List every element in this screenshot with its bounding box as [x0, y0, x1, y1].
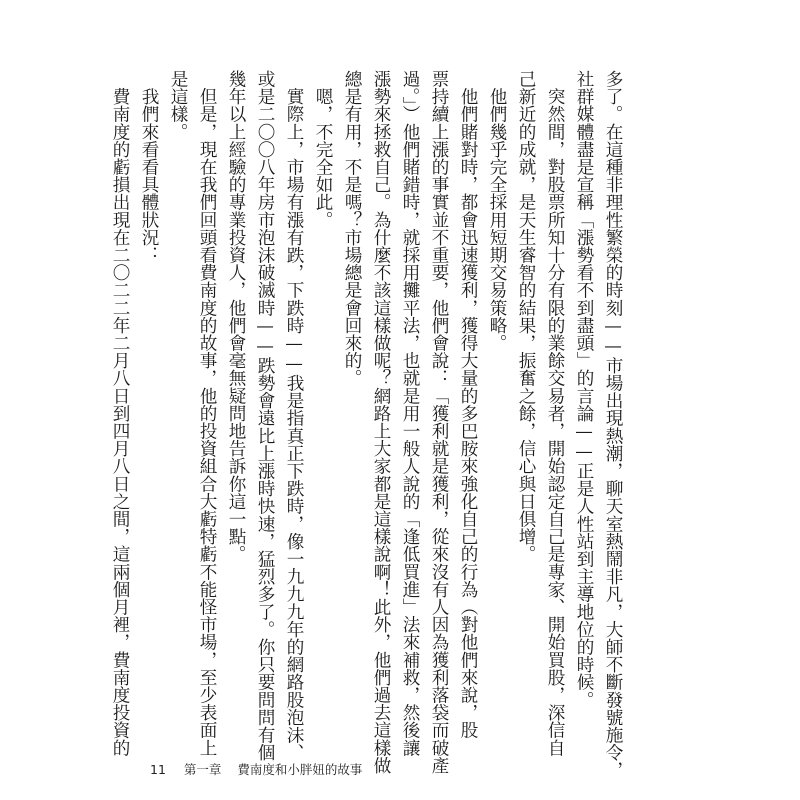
text-column-9: 漲勢來拯救自己。為什麼不該這樣做呢？網路上大家都是這樣說啊！此外，他們過去這樣做 [371, 70, 391, 774]
text-column-17: 我們來看看具體狀況： [139, 70, 159, 264]
page-footer [150, 760, 362, 778]
text-column-7: 票持續上漲的事實並不重要，他們會說：「獲利就是獲利，從來沒有人因為獲利落袋而破產 [429, 70, 449, 774]
text-column-4: 己新近的成就，是天生睿智的結果，振奮之餘，信心與日俱增。 [516, 70, 536, 563]
text-column-8: 過。」）他們賭錯時，就採用攤平法，也就是用一般人說的「逢低買進」法來補救，然後讓 [400, 70, 420, 757]
text-column-16: 是這樣。 [168, 70, 188, 141]
text-column-6: 他們賭對時，都會迅速獲利，獲得大量的多巴胺來強化自己的行為（對他們來說，股 [458, 70, 478, 739]
chapter-label: 第一章 [183, 762, 222, 777]
text-column-10: 總是有用，不是嗎？市場總是會回來的。 [342, 70, 362, 387]
text-column-5: 他們幾乎完全採用短期交易策略。 [487, 70, 507, 352]
text-column-13: 或是二〇〇八年房市泡沫破滅時——跌勢會遠比上漲時快速，猛烈多了。你只要問問有個 [255, 70, 275, 762]
text-column-15: 但是，現在我們回頭看費南度的故事，他的投資組合大虧特虧不能怪市場，至少表面上 [197, 70, 217, 757]
page-number: 11 [150, 762, 166, 777]
text-column-2: 社群媒體盡是宣稱「漲勢看不到盡頭」的言論——正是人性站到主導地位的時候。 [574, 70, 594, 709]
chapter-title: 費南度和小胖妞的故事 [237, 762, 363, 777]
text-column-11: 嗯，不完全如此。 [313, 70, 333, 229]
text-column-18: 費南度的虧損出現在二〇二二年二月八日到四月八日之間，這兩個月裡，費南度投資的 [110, 70, 130, 757]
text-column-3: 突然間，對股票所知十分有限的業餘交易者，開始認定自己是專家、開始買股，深信自 [545, 70, 565, 757]
text-column-1: 多了。在這種非理性繁榮的時刻——市場出現熱潮，聊天室熱鬧非凡，大師不斷發號施令， [603, 70, 623, 779]
text-column-12: 實際上，市場有漲有跌，下跌時——我是指真正下跌時，像一九九九年的網路股泡沫、 [284, 70, 304, 762]
text-column-14: 幾年以上經驗的專業投資人，他們會毫無疑問地告訴你這一點。 [226, 70, 246, 563]
